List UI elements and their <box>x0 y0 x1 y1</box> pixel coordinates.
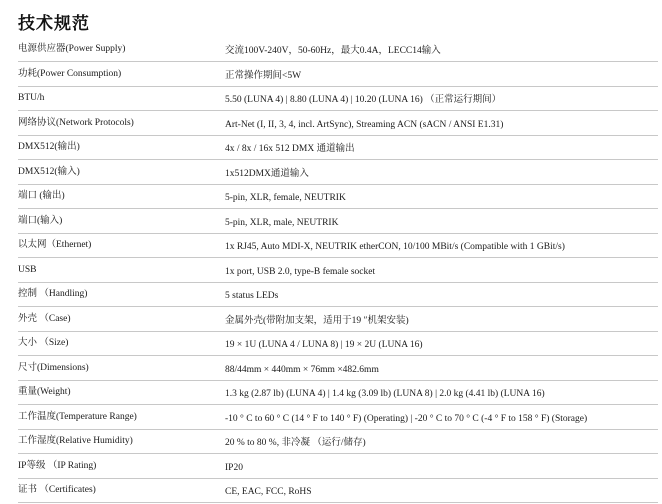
spec-value: 交流100V-240V，50-60Hz，最大0.4A，LECC14输入 <box>225 46 441 56</box>
spec-row-temperature <box>18 405 658 430</box>
spec-value: 5-pin, XLR, female, NEUTRIK <box>225 193 346 204</box>
spec-value: 5 status LEDs <box>225 291 279 302</box>
spec-row-weight <box>18 380 658 405</box>
spec-label: 大小 （Size) <box>18 338 69 349</box>
spec-row-btu <box>18 86 658 111</box>
spec-label: BTU/h <box>18 93 45 104</box>
spec-label: 电源供应器(Power Supply) <box>18 44 126 54</box>
spec-label: 控制 （Handling) <box>18 289 88 300</box>
spec-value: 19 × 1U (LUNA 4 / LUNA 8) | 19 × 2U (LUNA 16) <box>225 340 423 351</box>
spec-value: 5-pin, XLR, male, NEUTRIK <box>225 217 339 228</box>
spec-label: IP等级 （IP Rating) <box>18 460 97 471</box>
spec-value: 金属外壳(带附加支架，适用于19 ″机架安装) <box>225 315 409 326</box>
spec-value: 1x512DMX通道输入 <box>225 168 309 179</box>
spec-value: Art-Net (I, II, 3, 4, incl. ArtSync), Streaming ACN (sACN / ANSI E1.31) <box>225 119 504 130</box>
spec-value: 20 % to 80 %, 非冷凝 （运行/储存) <box>225 438 366 449</box>
spec-label: DMX512(输入) <box>18 166 80 177</box>
spec-row-certificates <box>18 478 658 503</box>
spec-value: 4x / 8x / 16x 512 DMX 通道输出 <box>225 144 355 155</box>
spec-label: 重量(Weight) <box>18 387 71 398</box>
spec-row-dmx-output <box>18 135 658 160</box>
spec-label: DMX512(输出) <box>18 142 80 153</box>
spec-row-port-output <box>18 184 658 209</box>
spec-label: 网络协议(Network Protocols) <box>18 117 134 128</box>
spec-label: 端口 (输出) <box>18 191 65 202</box>
spec-value: 5.50 (LUNA 4) | 8.80 (LUNA 4) | 10.20 (LUNA 16) （正常运行期间） <box>225 95 502 106</box>
spec-value: -10 ° C to 60 ° C (14 ° F to 140 ° F) (Operating) | -20 ° C to 70 ° C (-4 ° F to 158 ° F) (Storage) <box>225 413 588 424</box>
spec-value: 1x port, USB 2.0, type-B female socket <box>225 266 376 277</box>
spec-label: 工作湿度(Relative Humidity) <box>18 436 133 447</box>
spec-row-ip-rating <box>18 454 658 479</box>
spec-value: 正常操作期间<5W <box>225 70 302 81</box>
spec-row-humidity <box>18 429 658 454</box>
spec-row-size <box>18 331 658 356</box>
spec-row-case <box>18 307 658 332</box>
spec-label: 功耗(Power Consumption) <box>18 68 122 79</box>
spec-label: 端口(输入) <box>18 215 63 226</box>
spec-label: 以太网（Ethernet) <box>18 240 92 251</box>
spec-row-network-protocols <box>18 111 658 136</box>
spec-label: USB <box>18 264 37 275</box>
spec-value: 1.3 kg (2.87 lb) (LUNA 4) | 1.4 kg (3.09 lb) (LUNA 8) | 2.0 kg (4.41 lb) (LUNA 16) <box>225 389 545 400</box>
spec-row-dmx-input <box>18 160 658 185</box>
spec-value: 1x RJ45, Auto MDI-X, NEUTRIK etherCON, 10/100 MBit/s (Compatible with 1 GBit/s) <box>225 242 565 253</box>
spec-row-dimensions <box>18 356 658 381</box>
spec-table <box>18 37 658 503</box>
spec-row-port-input <box>18 209 658 234</box>
spec-row-ethernet <box>18 233 658 258</box>
spec-value: CE, EAC, FCC, RoHS <box>225 487 312 498</box>
spec-label: 证书 （Certificates) <box>18 485 96 496</box>
spec-row-power-supply <box>18 37 658 62</box>
spec-row-power-consumption <box>18 62 658 87</box>
spec-label: 外壳 （Case) <box>18 313 71 324</box>
page-title: 技术规范 <box>18 14 90 34</box>
spec-value: 88/44mm × 440mm × 76mm ×482.6mm <box>225 364 379 375</box>
spec-value: IP20 <box>225 462 243 473</box>
spec-row-handling <box>18 282 658 307</box>
spec-row-usb <box>18 258 658 283</box>
spec-label: 工作温度(Temperature Range) <box>18 411 137 422</box>
spec-label: 尺寸(Dimensions) <box>18 362 89 373</box>
